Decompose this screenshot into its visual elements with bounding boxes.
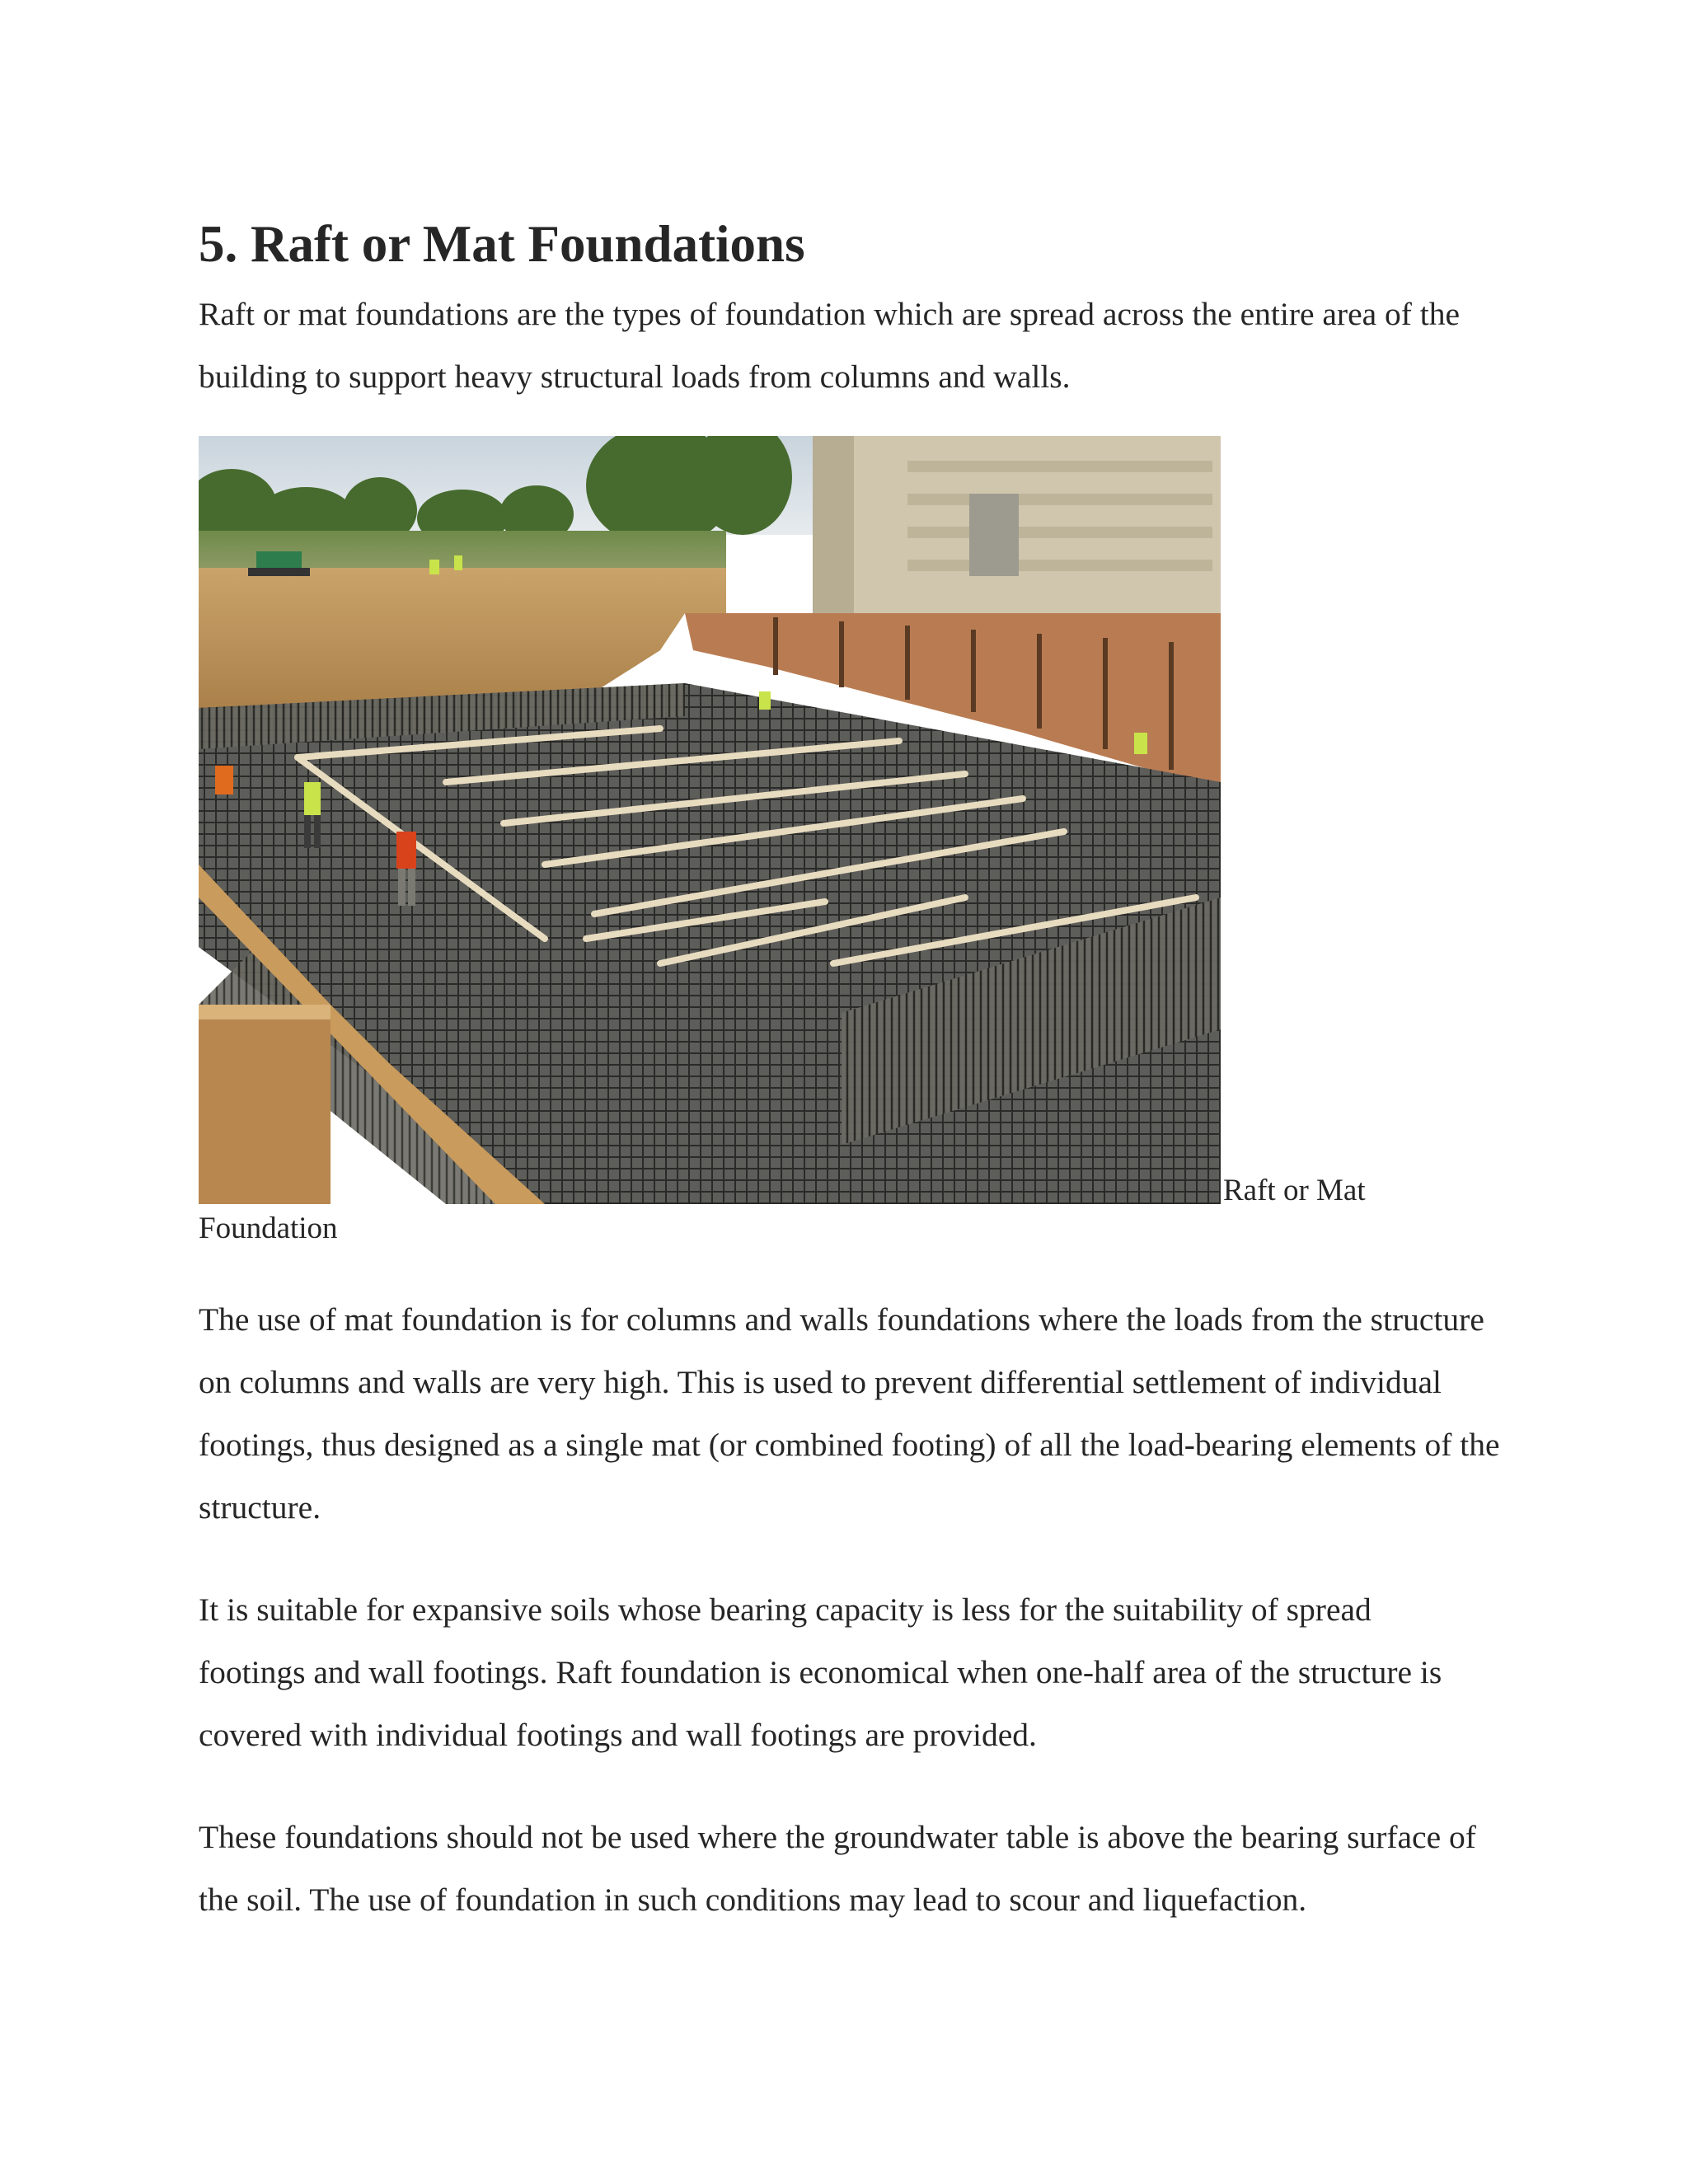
body-paragraph-limitations: These foundations should not be used where the groundwater table is above the bearing surface of the soil. The use of foundation in such conditions may lead to scour and liquefaction. (199, 1819, 1476, 1918)
figure-caption-continued: Foundation (199, 1212, 338, 1245)
body-paragraph-suitability: It is suitable for expansive soils whose bearing capacity is less for the suitability of spread footings and wall footings. Raft foundation is economical when one-half area of the structure is covered with individual footings and wall footings are provided. (199, 1591, 1442, 1753)
section-heading: 5. Raft or Mat Foundations (199, 215, 805, 273)
body-paragraph-usage: The use of mat foundation is for columns and walls foundations where the loads from the structure on columns and walls are very high. This is used to prevent differential settlement of individual footings, thus designed as a single mat (or combined footing) of all the load-bearing elements of the structure. (199, 1301, 1500, 1526)
intro-paragraph: Raft or mat foundations are the types of foundation which are spread across the entire area of the building to support heavy structural loads from columns and walls. (199, 296, 1461, 395)
raft-foundation-photo (199, 436, 1221, 1204)
figure-caption: Raft or Mat (1223, 1174, 1366, 1207)
